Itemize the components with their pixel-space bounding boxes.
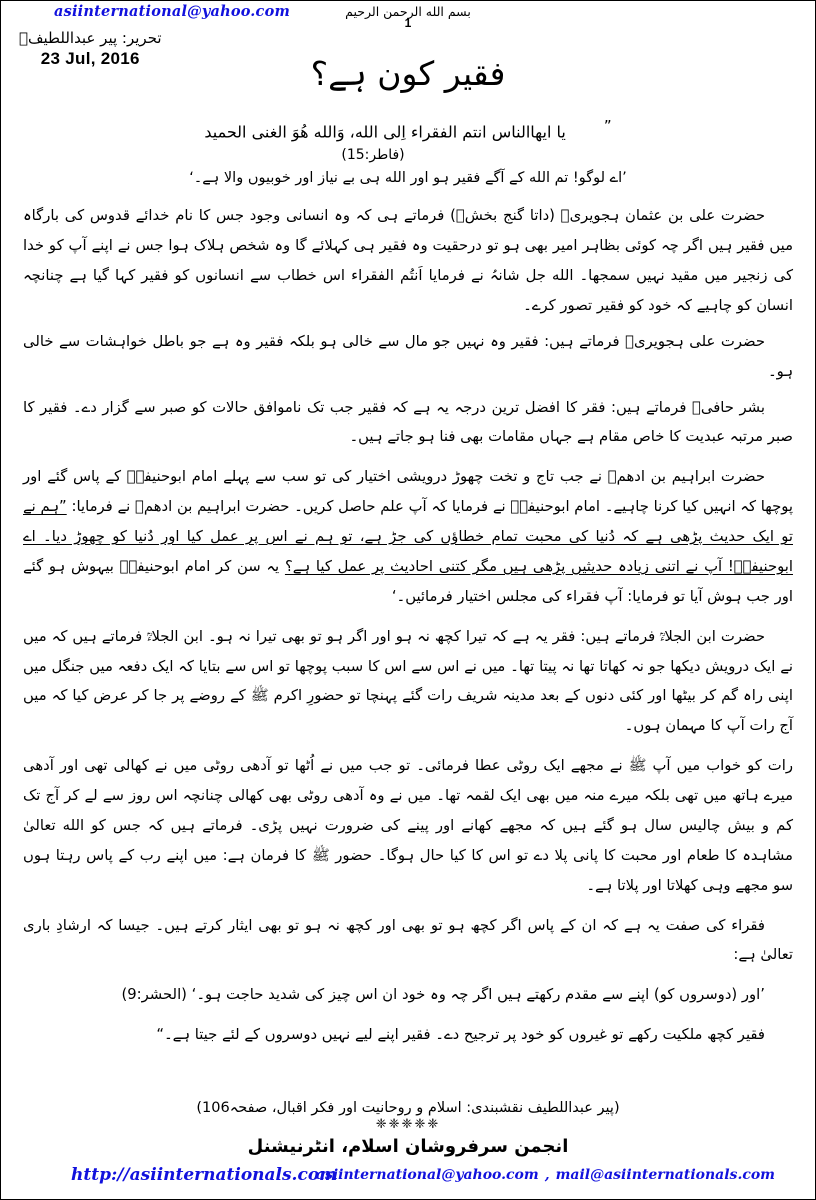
verse-reference-row xyxy=(23,144,793,163)
paragraph-bishr-hafi: بشر حافیؒ فرماتے ہیں: فقر کا افضل ترین درجہ یہ ہے کہ فقیر جب تک ناموافق حالات کو صبر سے گزار دے۔ فقیر کا صبر مرتبہ عبدیت کا خاص مقام ہے جہاں مقامات بھی فنا ہو جاتے ہیں۔ xyxy=(23,398,793,446)
open-quote-mark: ” xyxy=(603,117,612,135)
footer-email-separator: , xyxy=(544,1167,550,1183)
verse-arabic-text: یا ایھاالناس انتم الفقراء اِلی الله، وَالله ھُوَ الغنی الحمید xyxy=(204,122,566,142)
verse-arabic-line xyxy=(23,115,793,144)
footer-website-link[interactable]: http://asiinternationals.com xyxy=(71,1165,338,1185)
paragraph-ibrahim-adham xyxy=(23,462,793,611)
paragraph-dream-bread: رات کو خواب میں آپ ﷺ نے مجھے ایک روٹی عطا فرمائی۔ تو جب میں نے اُٹھا تو آدھی روٹی میں نے کھالی تھی اور آدھی میرے ہاتھ میں تھی بلکہ میرے منہ میں بھی ایک لقمہ تھا۔ میں نے وہ آدھی روٹی بھی کھالی چنانچہ اس روز سے لے کر آج تک کم و بیش چالیس سال ہو گئے ہیں کہ مجھے کھانے اور پینے کی ضرورت نہیں پڑی۔ فرماتے ہیں کہ جس کو الله تعالیٰ مشاہدہ کا طعام اور محبت کا پانی پلا دے تو اس کا کیا حال ہوگا۔ حضور ﷺ کا فرمان ہے: میں اپنے رب کے پاس رہتا ہوں سو مجھے وہی کھلاتا اور پلاتا ہے۔ xyxy=(23,757,793,894)
paragraph-hujwiri-definition: حضرت علی ہجویریؒ فرماتے ہیں: فقیر وہ نہیں جو مال سے خالی ہو بلکہ فقیر وہ ہے جو باطل خواہشات سے خالی ہو۔ xyxy=(23,332,793,380)
verse-translation: ’اے لوگو! تم الله کے آگے فقیر ہو اور الله ہی بے نیاز اور خوبیوں والا ہے۔‘ xyxy=(189,170,627,187)
paragraph-closing-quote: فقیر کچھ ملکیت رکھے تو غیروں کو خود پر ترجیح دے۔ فقیر اپنے لیے نہیں دوسروں کے لئے جیتا ہے۔“ xyxy=(156,1026,765,1044)
page-header xyxy=(1,1,815,101)
paragraph-ibn-al-jala: حضرت ابن الجلاءؒ فرماتے ہیں: فقر یہ ہے کہ تیرا کچھ نہ ہو اور اگر ہو تو بھی تیرا نہ ہو۔ ابن الجلاءؒ فرماتے ہیں کہ میں نے ایک درویش دیکھا جو نہ کھاتا تھا نہ پیتا تھا۔ میں نے اس سے اس کا سبب پوچھا تو اس سے بتایا کہ ایک دفعہ میں جنگل میں اپنی راہ گم کر بیٹھا اور کئی دنوں کے بعد مدینہ شریف رات گئے پہنچا تو حضورِ اکرم ﷺ کے روضے پر جا کر عرض کیا کہ میں آج رات آپ کا مہمان ہوں۔ xyxy=(23,627,793,735)
footer-links xyxy=(1,1167,815,1191)
document-content xyxy=(1,115,815,1050)
paragraph-hashr-verse: ’اور (دوسروں کو) اپنے سے مقدم رکھتے ہیں اگر چہ وہ خود ان اس چیز کی شدید حاجت ہو۔‘ (الحشر:9) xyxy=(121,986,765,1004)
page-number: 1 xyxy=(404,16,412,30)
verse-reference: (فاطر:15) xyxy=(341,147,405,164)
underlined-quote: ”ہم نے تو ایک حدیث پڑھی ہے کہ دُنیا کی محبت تمام خطاؤں کی جڑ ہے، تو ہم نے اس پر عمل کیا اور دُنیا کو چھوڑ دیا۔ اے ابوحنیفہؒ! آپ نے اتنی زیادہ حدیثیں پڑھی ہیں مگر کتنی احادیث پر عمل کیا ہے؟ xyxy=(23,498,793,575)
page-title: فقیر کون ہے؟ xyxy=(310,54,506,94)
author-name: تحریر: پیر عبداللطیفؒ xyxy=(19,29,162,47)
footer-email-group xyxy=(316,1167,775,1183)
page-footer xyxy=(1,1100,815,1191)
ornament-divider-icon: ❈❈❈❈❈ xyxy=(375,1116,441,1132)
publication-date: 23 Jul, 2016 xyxy=(40,49,140,68)
paragraph-hujwiri-intro: حضرت علی بن عثمان ہجویریؒ (داتا گنج بخشؒ) فرماتے ہی کہ وہ انسانی وجود جس کا نام خدائے قدوس کی بارگاہ میں فقیر ہیں اگر چہ کوئی بظاہر امیر بھی ہو تو درحقیت وہ فقیر ہی کہلائے گا وہ شخص ہلاک ہوا جس نے اپنے آپ کو خدا کی زنجیر میں مقید نہیں سمجھا۔ الله جل شانہُ نے فرمایا اَنتُم الفقراء اس خطاب سے انسانوں کو فقیر کہا گیا ہے چنانچہ انسان کو چاہیے کہ خود کو فقیر تصور کرے۔ xyxy=(23,207,793,314)
footer-email-2[interactable]: mail@asiinternationals.com xyxy=(555,1167,775,1183)
paragraph-fuqara-trait: فقراء کی صفت یہ ہے کہ ان کے پاس اگر کچھ ہو تو بھی اور کچھ نہ ہو تو بھی ایثار کرتے ہیں۔ جیسا کہ ارشادِ باری تعالیٰ ہے: xyxy=(23,916,793,964)
bismillah-text: بسم الله الرحمن الرحیم xyxy=(345,4,471,19)
organization-name: انجمن سرفروشان اسلام، انٹرنیشنل xyxy=(247,1136,569,1157)
header-email-link[interactable]: asiinternational@yahoo.com xyxy=(54,3,290,20)
paragraph-ibrahim-adham-lead: حضرت ابراہیم بن ادھمؒ نے جب تاج و تخت چھوڑ درویشی اختیار کی تو سب سے پہلے امام ابوحنیفہؒ کے پاس گئے اور پوچھا کہ انہیں کیا کرنا چاہیے۔ امام ابوحنیفہؒ نے فرمایا کہ آپ علم حاصل کریں۔ حضرت ابراہیم بن ادھمؒ نے فرمایا: xyxy=(23,468,793,516)
paragraph-ibrahim-adham-tail: یہ سن کر امام ابوحنیفہؒ بیہوش ہو گئے اور جب ہوش آیا تو فرمایا: آپ فقراء کی مجلس اختیار فرمائیں۔‘ xyxy=(23,557,793,605)
footer-email-1[interactable]: asiinternational@yahoo.com xyxy=(315,1167,539,1183)
source-citation: (پیر عبداللطیف نقشبندی: اسلام و روحانیت اور فکر اقبال، صفحہ106) xyxy=(196,1099,620,1116)
quran-verse-block xyxy=(23,115,793,191)
